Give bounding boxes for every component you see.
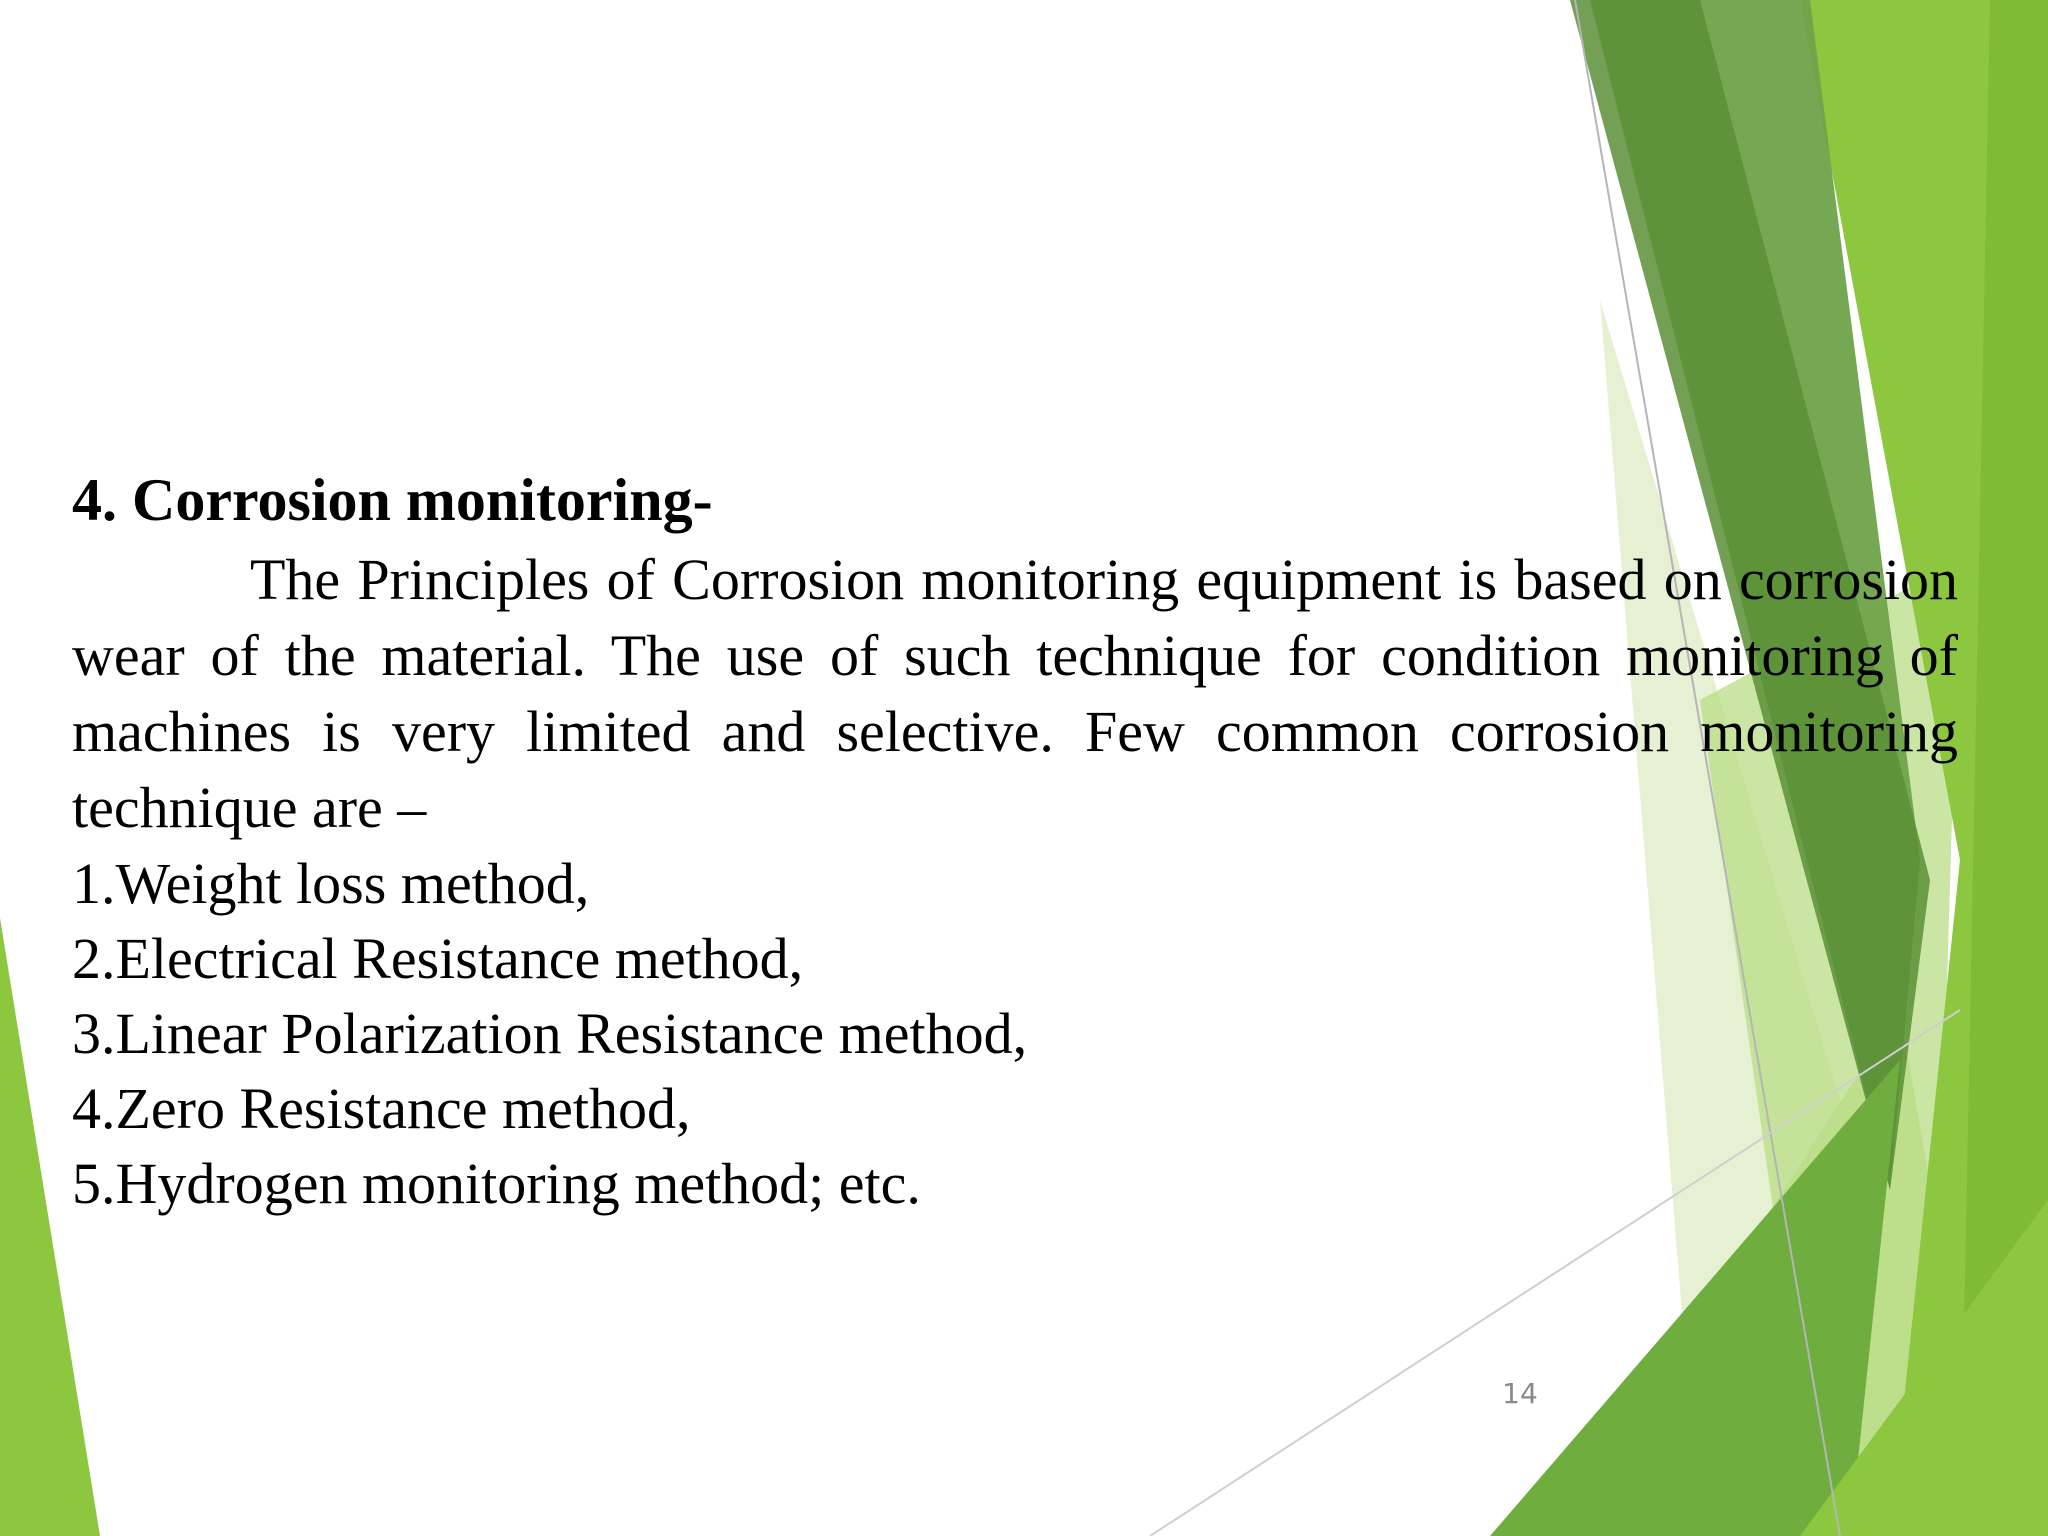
page-number: 14 — [1502, 1377, 1538, 1410]
list-item: 3.Linear Polarization Resistance method, — [72, 1001, 1028, 1066]
list-item: 5.Hydrogen monitoring method; etc. — [72, 1151, 921, 1216]
list-item: 4.Zero Resistance method, — [72, 1076, 691, 1141]
list-item: 2.Electrical Resistance method, — [72, 926, 804, 991]
methods-list — [72, 846, 1958, 1221]
intro-paragraph: The Principles of Corrosion monitoring equipment is based on corrosion wear of the material. The use of such technique for condition monitoring of machines is very limited and selective. Few common corrosion monitoring technique are – — [72, 547, 1958, 840]
slide-heading: 4. Corrosion monitoring- — [72, 467, 713, 533]
slide-content — [72, 458, 1958, 1221]
list-item: 1.Weight loss method, — [72, 851, 590, 916]
